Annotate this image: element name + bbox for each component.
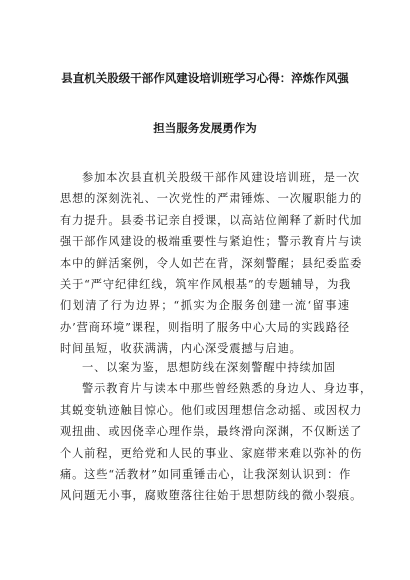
paragraph-line: 办’营商环境”课程，则指明了服务中心大局的实践路径 [60,320,350,334]
paragraph-line: 痛。这些“活教材”如同重锤击心，让我深刻认识到：作 [60,468,352,482]
paragraph-line: 个人前程，更给党和人民的事业、家庭带来难以弥补的伤 [60,446,363,460]
paragraph-line: 风问题无小事，腐败堕落往往始于思想防线的微小裂痕。 [60,489,363,503]
paragraph-line: 有力提升。县委书记亲自授课，以高站位阐释了新时代加 [60,213,363,227]
paragraph-line: 们划清了行为边界；“抓实为企服务创建一流‘留事速 [60,299,350,313]
paragraph-line: 强干部作风建设的极端重要性与紧迫性；警示教育片与读 [60,235,363,249]
paragraph-line: 参加本次县直机关股级干部作风建设培训班，是一次 [82,171,361,184]
paragraph-line: 思想的深刻洗礼、一次党性的严肃锤炼、一次履职能力的 [60,192,363,206]
body-paragraph-1 [60,167,363,360]
document-title-line-1: 县直机关股级干部作风建设培训班学习心得：淬炼作风强 [61,71,349,85]
paragraph-line: 警示教育片与读本中那些曾经熟悉的身边人、身边事， [82,382,373,396]
paragraph-line: 其蜕变轨迹触目惊心。他们或因理想信念动摇、或因权力 [60,403,363,417]
document-title-line-2: 担当服务发展勇作为 [153,121,257,135]
paragraph-line: 本中的鲜活案例，令人如芒在背，深刻警醒；县纪委监委 [60,256,363,270]
body-paragraph-2 [60,357,373,507]
paragraph-line: 时间虽短，收获满满，内心深受震撼与启迪。 [60,342,302,356]
paragraph-line: 关于“严守纪律红线，筑牢作风根基”的专题辅导，为我 [60,278,352,292]
paragraph-line: 观扭曲、或因侥幸心理作祟，最终滑向深渊，不仅断送了 [60,425,363,439]
section-heading: 一、以案为鉴，思想防线在深刻警醒中持续加固 [82,361,336,374]
